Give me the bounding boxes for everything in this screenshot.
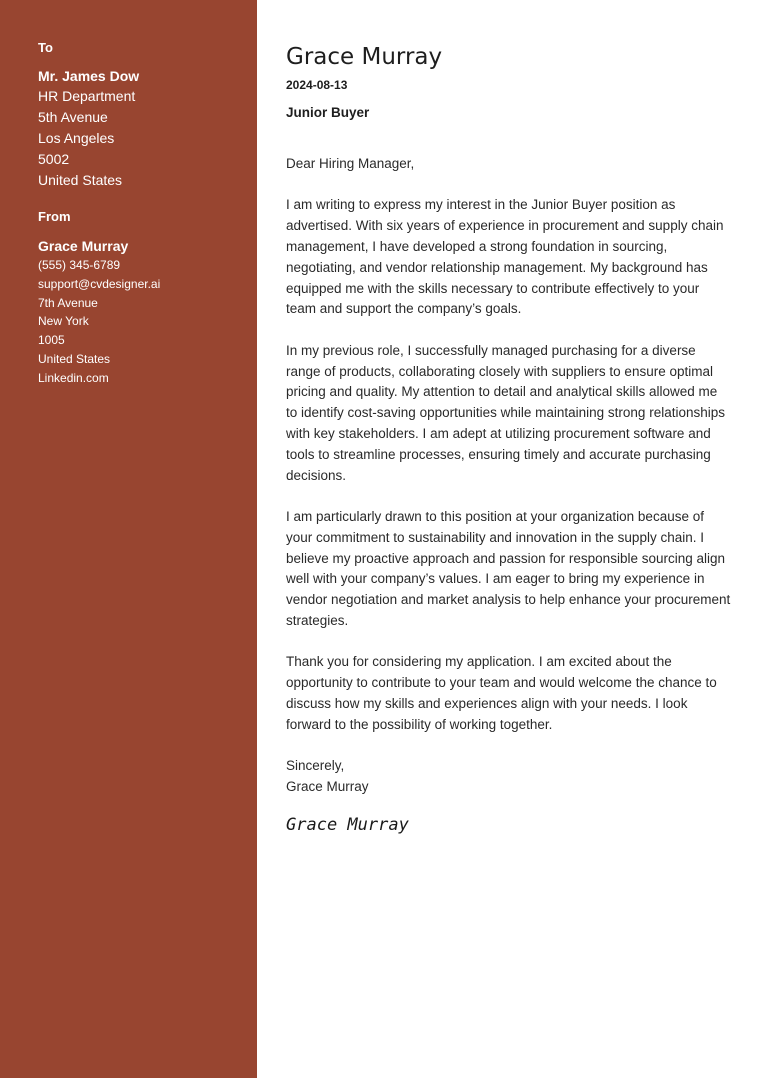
recipient-country: United States	[38, 172, 123, 188]
recipient-block	[38, 66, 257, 191]
sender-street: 7th Avenue	[38, 295, 98, 310]
sender-linkedin: Linkedin.com	[38, 370, 109, 385]
to-heading: To	[38, 40, 53, 55]
sender-email: support@cvdesigner.ai	[38, 276, 161, 291]
closing-name: Grace Murray	[286, 778, 369, 794]
closing	[286, 756, 732, 798]
page-title: Grace Murray	[286, 44, 443, 70]
sender-phone: (555) 345-6789	[38, 258, 121, 272]
sidebar	[0, 0, 257, 1078]
paragraph: In my previous role, I successfully managed purchasing for a diverse range of products, collaborating closely with suppliers to ensure optimal pricing and quality. My attention to detail and analytical skills allowed me to identify cost-saving opportunities while maintaining strong relationships with key stakeholders. I am adept at utilizing procurement software and tools to streamline processes, ensuring timely and accurate purchasing decisions.	[286, 342, 725, 483]
letter-date: 2024-08-13	[286, 78, 348, 92]
recipient-department: HR Department	[38, 88, 136, 104]
sender-block	[38, 236, 257, 388]
paragraph: Thank you for considering my application. I am excited about the opportunity to contribute to your team and would welcome the chance to discuss how my skills and experiences align with your needs. I look forward to the possibility of working together.	[286, 654, 717, 732]
letter-body	[286, 0, 732, 836]
job-position: Junior Buyer	[286, 105, 370, 120]
recipient-street: 5th Avenue	[38, 109, 108, 125]
recipient-name: Mr. James Dow	[38, 68, 140, 84]
sender-city: New York	[38, 314, 89, 329]
sender-country: United States	[38, 351, 111, 366]
recipient-city: Los Angeles	[38, 130, 115, 146]
paragraph: I am writing to express my interest in the Junior Buyer position as advertised. With six years of experience in procurement and supply chain management, I have developed a strong foundation in sourcing, negotiating, and vendor relationship management. My background has equipped me with the skills necessary to contribute effectively to your team and support the company’s goals.	[286, 197, 724, 317]
closing-phrase: Sincerely,	[286, 758, 345, 774]
recipient-zip: 5002	[38, 151, 70, 167]
sender-zip: 1005	[38, 333, 65, 348]
signature: Grace Murray	[286, 814, 409, 835]
paragraph: I am particularly drawn to this position at your organization because of your commitment to sustainability and innovation in the supply chain. I believe my proactive approach and passion for responsible sourcing align well with your company’s values. I am eager to bring my experience in vendor negotiation and market analysis to help enhance your procurement strategies.	[286, 508, 731, 628]
salutation: Dear Hiring Manager,	[286, 156, 415, 171]
sender-name: Grace Murray	[38, 238, 129, 254]
from-heading: From	[38, 209, 71, 224]
